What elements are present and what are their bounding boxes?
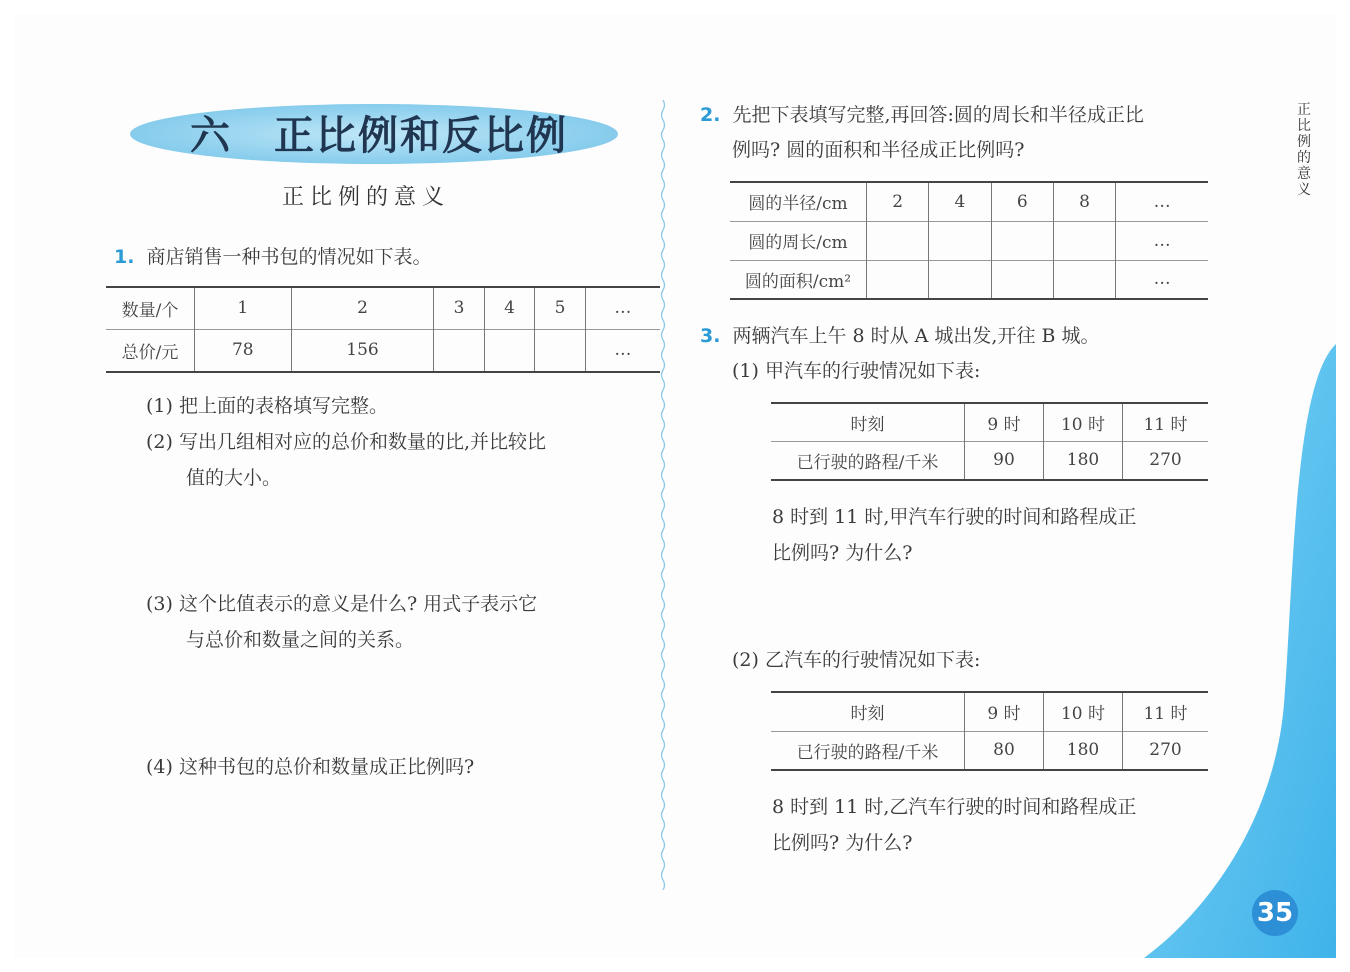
table-row [106,287,660,329]
table-row [771,441,1208,480]
q2-cell-r2c0: 圆的面积/cm² [730,260,867,299]
q2-line1-text: 先把下表填写完整,再回答:圆的周长和半径成正比 [732,104,1144,126]
q1-stem [114,242,431,269]
q1-cell-r1c3 [434,329,484,372]
q3a-cell-r1c3: 270 [1123,441,1209,480]
q3-stem-text: 两辆汽车上午 8 时从 A 城出发,开往 B 城。 [732,325,1100,347]
table-row [730,182,1208,221]
q3a-cell-r0c2: 10 时 [1044,403,1123,441]
q1-table [106,286,660,373]
q2-cell-r1c5: … [1116,221,1208,260]
q3a-cell-r1c2: 180 [1044,441,1123,480]
table-row [771,692,1208,731]
q2-number: 2. [700,104,721,126]
table-row [106,329,660,372]
q2-cell-r0c0: 圆的半径/cm [730,182,867,221]
q2-cell-r0c2: 4 [929,182,991,221]
q3b-cell-r1c0: 已行驶的路程/千米 [771,731,965,770]
q2-line1 [700,100,1144,127]
q1-part4: (4) 这种书包的总价和数量成正比例吗? [146,756,475,778]
table-row [771,403,1208,441]
q1-part1: (1) 把上面的表格填写完整。 [146,395,388,417]
q1-cell-r1c6: … [585,329,660,372]
q2-cell-r1c4 [1053,221,1115,260]
q3-car-b-question-line2: 比例吗? 为什么? [772,832,913,854]
q2-line2: 例吗? 圆的面积和半径成正比例吗? [732,139,1025,161]
column-divider [659,100,667,890]
q1-cell-r0c4: 4 [484,287,534,329]
q3-car-b-question-line1: 8 时到 11 时,乙汽车行驶的时间和路程成正 [772,796,1137,818]
q1-part2-line1: (2) 写出几组相对应的总价和数量的比,并比较比 [146,431,546,453]
q3-car-a-table [771,402,1208,481]
q2-cell-r2c3 [991,260,1053,299]
q2-cell-r2c2 [929,260,991,299]
q1-part3-line2: 与总价和数量之间的关系。 [186,629,415,651]
q3b-cell-r1c2: 180 [1044,731,1123,770]
q2-cell-r2c5: … [1116,260,1208,299]
q1-cell-r1c0: 总价/元 [106,329,195,372]
q3b-cell-r0c3: 11 时 [1123,692,1209,731]
q3a-cell-r1c0: 已行驶的路程/千米 [771,441,965,480]
q3a-cell-r0c1: 9 时 [965,403,1044,441]
q3-car-b-table [771,691,1208,771]
q2-cell-r1c2 [929,221,991,260]
q3b-cell-r0c2: 10 时 [1044,692,1123,731]
table-row [771,731,1208,770]
page-number-badge: 35 [1252,890,1298,936]
q1-cell-r0c0: 数量/个 [106,287,195,329]
side-chapter-tab: 正比例的意义 [1297,102,1311,198]
q2-cell-r2c4 [1053,260,1115,299]
q1-stem-text: 商店销售一种书包的情况如下表。 [146,246,432,268]
q1-cell-r0c6: … [585,287,660,329]
q2-cell-r0c4: 8 [1053,182,1115,221]
q1-cell-r1c2: 156 [291,329,434,372]
q3b-cell-r1c1: 80 [965,731,1044,770]
q2-cell-r0c3: 6 [991,182,1053,221]
chapter-title: 六 正比例和反比例 [190,113,568,159]
q1-cell-r1c5 [535,329,585,372]
q2-cell-r0c1: 2 [867,182,929,221]
q3-car-a-question-line2: 比例吗? 为什么? [772,542,913,564]
q3b-cell-r0c1: 9 时 [965,692,1044,731]
q3-stem [700,321,1100,348]
q2-cell-r2c1 [867,260,929,299]
q3b-cell-r0c0: 时刻 [771,692,965,731]
q1-cell-r1c4 [484,329,534,372]
q2-cell-r1c1 [867,221,929,260]
q1-part2-line2: 值的大小。 [186,467,282,489]
q3-number: 3. [700,325,721,347]
table-row [730,260,1208,299]
q1-cell-r0c5: 5 [535,287,585,329]
q1-part3-line1: (3) 这个比值表示的意义是什么? 用式子表示它 [146,593,538,615]
q2-cell-r1c3 [991,221,1053,260]
q3a-cell-r1c1: 90 [965,441,1044,480]
q3-car-a-label: (1) 甲汽车的行驶情况如下表: [732,360,981,382]
q2-cell-r0c5: … [1116,182,1208,221]
q1-number: 1. [114,246,135,268]
q1-cell-r0c2: 2 [291,287,434,329]
section-subtitle: 正比例的意义 [282,185,451,210]
q3-car-a-question-line1: 8 时到 11 时,甲汽车行驶的时间和路程成正 [772,506,1137,528]
q3b-cell-r1c3: 270 [1123,731,1209,770]
workbook-page [14,14,1336,958]
q1-cell-r0c1: 1 [195,287,292,329]
q1-cell-r1c1: 78 [195,329,292,372]
q2-table [730,181,1208,300]
q2-cell-r1c0: 圆的周长/cm [730,221,867,260]
q3a-cell-r0c3: 11 时 [1123,403,1209,441]
q1-cell-r0c3: 3 [434,287,484,329]
table-row [730,221,1208,260]
q3a-cell-r0c0: 时刻 [771,403,965,441]
q3-car-b-label: (2) 乙汽车的行驶情况如下表: [732,649,981,671]
